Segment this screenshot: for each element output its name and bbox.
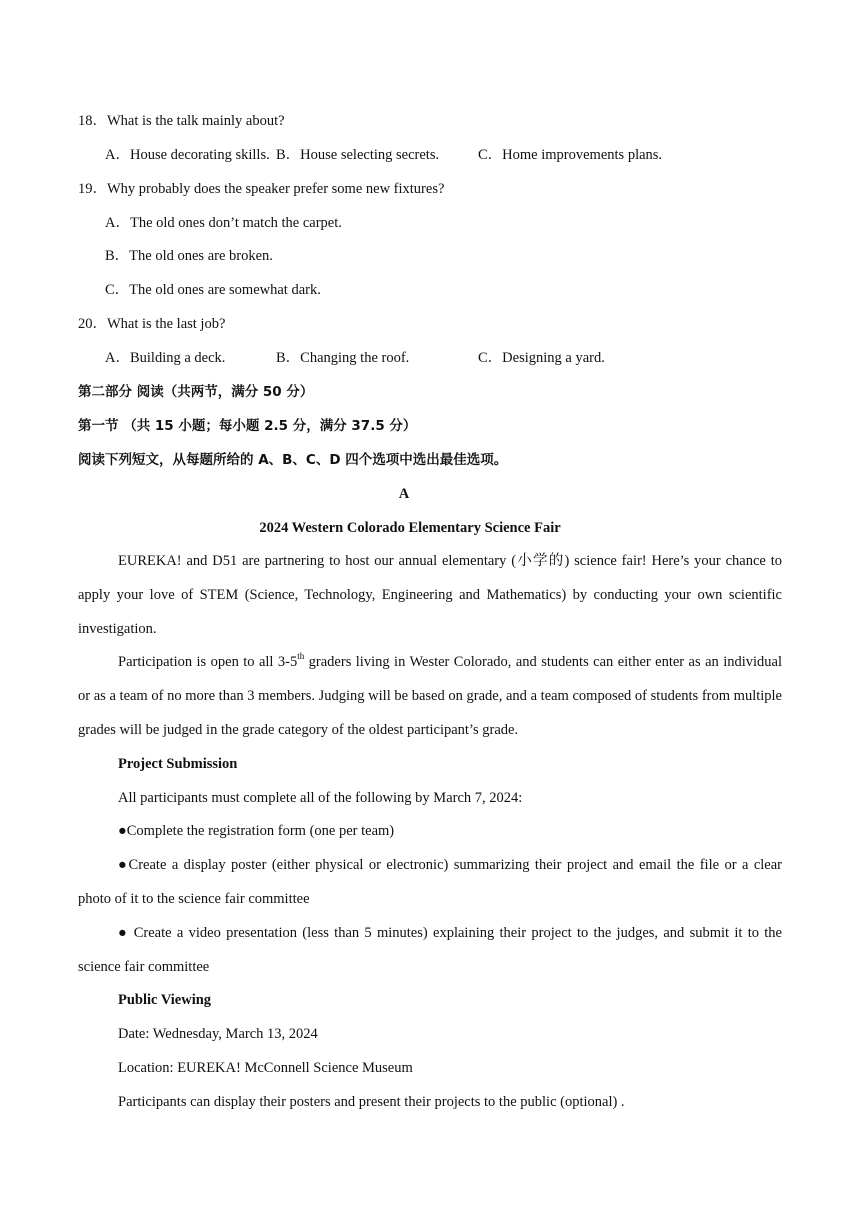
q20-option-b: B．Changing the roof. <box>276 350 410 366</box>
q20-option-c: C．Designing a yard. <box>478 350 605 366</box>
paragraph-1: EUREKA! and D51 are partnering to host our annual elementary (小学的) science fair! Here’s your chance to apply your love of STEM (Science, Technology, Engineering and Mathematics) by conducting your own scientific investigation. <box>78 553 782 637</box>
paragraph-2 <box>78 645 782 747</box>
q20-option-a: A．Building a deck. <box>105 350 226 366</box>
viewing-note: Participants can display their posters and present their projects to the public (optional) . <box>118 1094 625 1110</box>
q19-option-b: B．The old ones are broken. <box>105 248 273 264</box>
q19-option-c: C．The old ones are somewhat dark. <box>105 282 321 298</box>
question-18: 18．What is the talk mainly about? <box>78 113 285 129</box>
section-heading: 第一节 （共 15 小题；每小题 2.5 分，满分 37.5 分） <box>78 418 417 434</box>
submission-intro: All participants must complete all of the following by March 7, 2024: <box>118 790 523 806</box>
viewing-date: Date: Wednesday, March 13, 2024 <box>118 1026 318 1042</box>
q18-option-b: B．House selecting secrets. <box>276 147 440 163</box>
part-heading: 第二部分 阅读（共两节，满分 50 分） <box>78 384 314 400</box>
paragraph-2-start: Participation is open to all 3-5 <box>118 654 298 670</box>
passage-letter: A <box>398 486 410 502</box>
viewing-heading: Public Viewing <box>118 992 212 1008</box>
q18-option-c: C．Home improvements plans. <box>478 147 663 163</box>
bullet-registration: ●Complete the registration form (one per team) <box>118 823 395 839</box>
bullet-video: ● Create a video presentation (less than 5 minutes) explaining their project to the judges, and submit it to the science fair committee <box>78 925 782 975</box>
superscript-th: th <box>297 651 305 662</box>
question-20: 20．What is the last job? <box>78 316 226 332</box>
instruction: 阅读下列短文，从每题所给的 A、B、C、D 四个选项中选出最佳选项。 <box>78 452 508 468</box>
submission-heading: Project Submission <box>118 756 238 772</box>
question-19: 19．Why probably does the speaker prefer some new fixtures? <box>78 181 445 197</box>
q19-option-a: A．The old ones don’t match the carpet. <box>105 215 342 231</box>
paragraph-2-rest: graders living in Wester Colorado, and students can either enter as an individual or as a team of no more than 3 members. Judging will be based on grade, and a team composed of students from multiple grades will be judged in the grade category of the oldest participant’s grade. <box>78 654 782 738</box>
q18-option-a: A．House decorating skills. <box>105 147 270 163</box>
viewing-location: Location: EUREKA! McConnell Science Museum <box>118 1060 413 1076</box>
passage-title: 2024 Western Colorado Elementary Science Fair <box>259 520 561 536</box>
bullet-poster: ●Create a display poster (either physical or electronic) summarizing their project and email the file or a clear photo of it to the science fair committee <box>78 857 782 907</box>
